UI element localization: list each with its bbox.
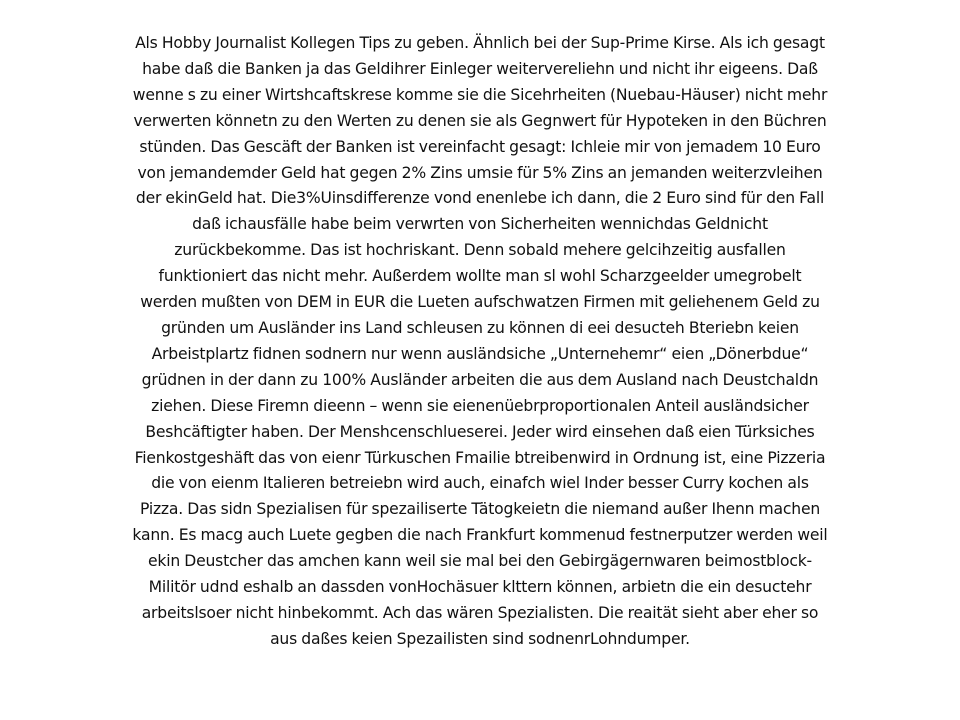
text-line: gründen um Ausländer ins Land schleusen zu können di eei desucteh Bteriebn keien	[161, 318, 799, 337]
text-line: zurückbekomme. Das ist hochriskant. Denn sobald mehere gelcihzeitig ausfallen	[174, 241, 786, 260]
text-line: funktioniert das nicht mehr. Außerdem wollte man sl wohl Scharzgeelder umegrobelt	[158, 267, 802, 286]
text-line: Pizza. Das sidn Spezialisen für spezailiserte Tätogkeietn die niemand außer Ihenn machen	[139, 500, 821, 519]
text-line: der ekinGeld hat. Die3%Uinsdifferenze vond enenlebe ich dann, die 2 Euro sind für den Fall	[135, 189, 825, 208]
text-line: kann. Es macg auch Luete gegben die nach Frankfurt kommenud festnerputzer werden weil	[132, 526, 828, 545]
text-line: aus daßes keien Spezailisten sind sodnenrLohndumper.	[270, 629, 690, 648]
text-line: arbeitslsoer nicht hinbekommt. Ach das wären Spezialisten. Die reaität sieht aber eher so	[141, 603, 819, 622]
text-line: die von eienm Italieren betreiebn wird auch, einafch wiel Inder besser Curry kochen als	[151, 474, 809, 493]
text-line: Als Hobby Journalist Kollegen Tips zu geben. Ähnlich bei der Sup-Prime Kirse. Als ich gesagt	[135, 34, 825, 52]
text-line: stünden. Das Gescäft der Banken ist vereinfacht gesagt: Ichleie mir von jemadem 10 Euro	[139, 137, 821, 156]
text-line: habe daß die Banken ja das Geldihrer Einleger weitervereliehn und nicht ihr eigeens. Daß	[142, 59, 818, 78]
text-line: daß ichausfälle habe beim verwrten von Sicherheiten wennichdas Geldnicht	[192, 215, 768, 234]
text-line: wenne s zu einer Wirtshcaftskrese komme sie die Sicehrheiten (Nuebau-Häuser) nicht mehr	[132, 85, 828, 104]
text-line: Militör udnd eshalb an dassden vonHochäsuer klttern können, arbietn die ein desuctehr	[148, 578, 812, 597]
text-line: grüdnen in der dann zu 100% Ausländer arbeiten die aus dem Ausland nach Deustchaldn	[141, 370, 819, 389]
text-line: von jemandemder Geld hat gegen 2% Zins umsie für 5% Zins an jemanden weiterzvleihen	[137, 163, 823, 182]
text-line: ziehen. Diese Firemn dieenn – wenn sie eienenüebrproportionalen Anteil ausländsicher	[151, 396, 809, 415]
text-line: Fienkostgeshäft das von eienr Türkuschen Fmailie btreibenwird in Ordnung ist, eine Pizzeria	[134, 448, 826, 467]
text-line: werden mußten von DEM in EUR die Lueten aufschwatzen Firmen mit geliehenem Geld zu	[140, 293, 820, 312]
text-line: ekin Deustcher das amchen kann weil sie mal bei den Gebirgägernwaren beimostblock-	[148, 552, 812, 571]
text-line: Arbeistplartz fidnen sodnern nur wenn ausländsiche „Unternehemr“ eien „Dönerbdue“	[151, 344, 809, 363]
body-text	[90, 31, 870, 653]
text-line: Beshcäftigter haben. Der Menshcenschlueserei. Jeder wird einsehen daß eien Türksiches	[145, 422, 815, 441]
text-line: verwerten könnetn zu den Werten zu denen sie als Gegnwert für Hypoteken in den Büchren	[133, 111, 827, 130]
